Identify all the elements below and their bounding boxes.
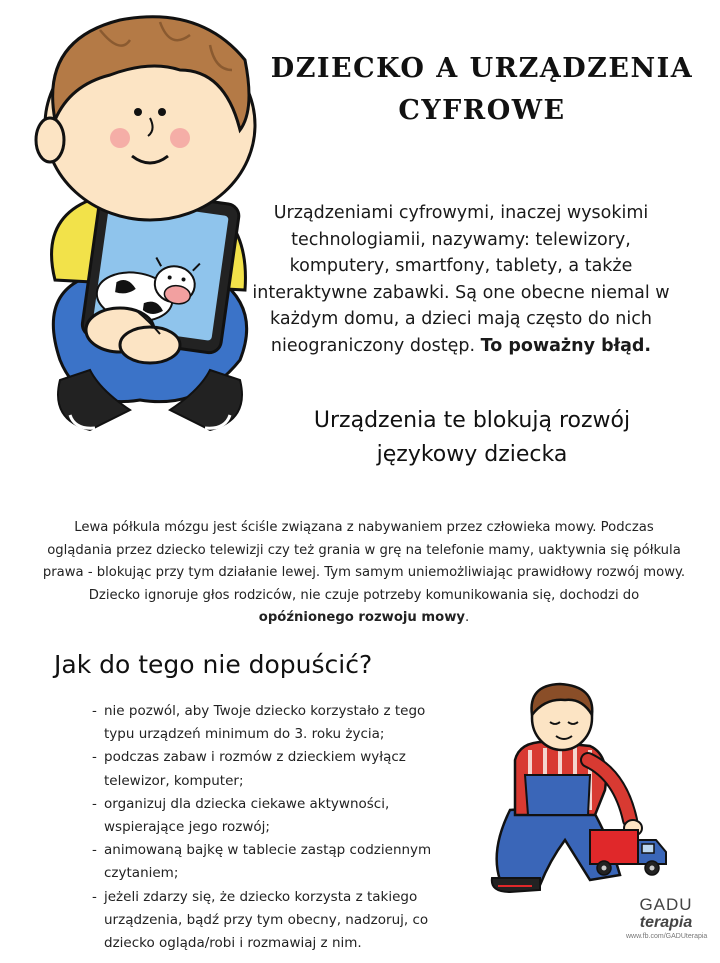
page-title <box>262 48 702 132</box>
subheading <box>262 404 682 472</box>
tips-list <box>92 700 452 955</box>
list-item: - animowaną bajkę w tablecie zastąp codziennym czytaniem; <box>92 839 452 885</box>
body-paragraph <box>40 517 688 630</box>
toy-truck-icon <box>590 830 666 875</box>
brand-logo <box>626 896 706 942</box>
body-emphasis: opóźnionego rozwoju mowy <box>258 610 465 625</box>
boy-with-tablet-illustration <box>0 0 270 460</box>
boy-head <box>36 17 255 220</box>
intro-paragraph <box>240 200 682 359</box>
brand-line-2: terapia <box>639 914 693 931</box>
list-item: - podczas zabaw i rozmów z dzieckiem wyłącz telewizor, komputer; <box>92 746 452 792</box>
list-item: - organizuj dla dziecka ciekawe aktywności, wspierające jego rozwój; <box>92 793 452 839</box>
boy-playing-with-truck-illustration <box>470 680 680 900</box>
body-text: Lewa półkula mózgu jest ściśle związana z nabywaniem przez człowieka mowy. Podczas oglądania przez dziecko telewizji czy też grania w grę na telefonie mamy, uaktywnia się półkula prawa - blokując przy tym działanie lewej. Tym samym uniemożliwiając prawidłowy rozwój mowy. Dziecko ignoruje głos rodziców, nie czuje potrzeby komunikowania się, dochodzi do <box>42 520 686 603</box>
brand-url: www.fb.com/GADUterapia <box>626 933 708 940</box>
title-line-1: DZIECKO A URZĄDZENIA <box>270 53 694 84</box>
list-item: - jeżeli zdarzy się, że dziecko korzysta z takiego urządzenia, bądź przy tym obecny, nadzoruj, co dziecko ogląda/robi i rozmawiaj z nim. <box>92 886 452 956</box>
subheading-line-2: językowy dziecka <box>376 442 568 467</box>
subheading-line-1: Urządzenia te blokują rozwój <box>313 408 631 433</box>
intro-text: Urządzeniami cyfrowymi, inaczej wysokimi technologiamii, nazywamy: telewizory, komputery, smartfony, tablety, a także interaktywne zabawki. Są one obecne niemal w każdym domu, a dzieci mają często do nich nieograniczony dostęp. <box>252 203 670 356</box>
list-item: - nie pozwól, aby Twoje dziecko korzystało z tego typu urządzeń minimum do 3. roku życia; <box>92 700 452 746</box>
title-line-2: CYFROWE <box>398 95 566 126</box>
brand-line-1: GADU <box>639 895 693 914</box>
body-end: . <box>465 610 470 625</box>
intro-emphasis: To poważny błąd. <box>480 335 652 356</box>
question-heading: Jak do tego nie dopuścić? <box>54 650 373 679</box>
